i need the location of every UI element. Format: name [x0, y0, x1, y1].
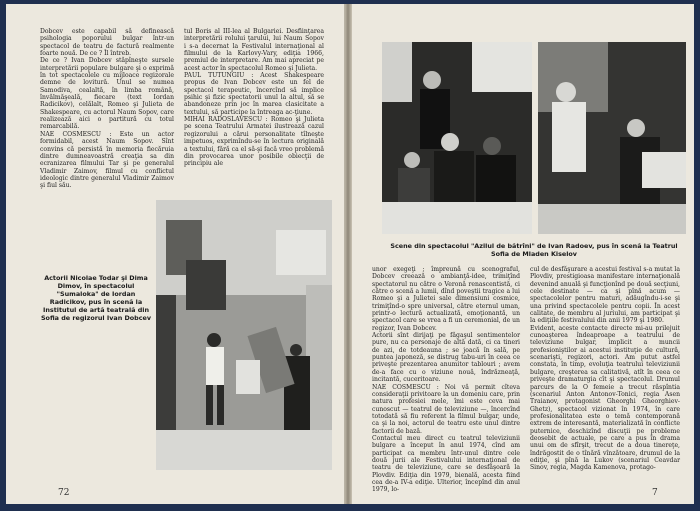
stage-scene-image — [156, 200, 332, 470]
stage-scene-image — [382, 42, 532, 234]
paragraph: De ce ? Ivan Dobcev stăpîneşte sursele interpretării populare bulgare şi o exprimă în tot spectacolele cu mijloace regizorale demne de lovitură. Unul se numea Samodiva, cealaltă, în limba română, învălmăşeală, fiecare (text Iordan Radicikov), celălalt, Romeo şi Julieta de Shakespeare, cu actorul Naum Sopov, care realizează aici o partitură cu totul remarcabilă. — [40, 57, 174, 131]
theatre-photo-azilul-2 — [538, 42, 686, 234]
page-number-right: 7 — [652, 488, 658, 498]
left-page — [6, 4, 345, 504]
right-photo-caption: Scene din spectacolul "Azilul de bătrîni" de Ivan Radoev, pus în scenă la Teatrul Sofia de Mladen Kiselov — [390, 242, 678, 259]
left-photo-caption: Actorii Nicolae Todar şi Dima Dimov, în spectacolul "Sumaloka" de Iordan Radicikov, pus în scenă la Institutul de artă teatrală din Sofia de regizorul Ivan Dobcev — [40, 274, 152, 323]
paragraph: Dobcev este capabil să definească psihologia poporului bulgar într-un spectacol de teatru de factură realmente foarte nouă. De ce ? Îl întreb. — [40, 28, 174, 58]
paragraph: Evident, aceste contacte directe mi-au prilejuit cunoaşterea îndeaproape a teatrului de televiziune bulgar, implicit a muncii profesioniştilor ai acestui instituţie de cultură, scenarişti, regizori, actori. Am putut astfel constata, în timp, evoluţia teatrului televiziunii bulgare, creşterea sa calitativă, atît în ceea ce priveşte dramaturgia cît şi spectacolul. Drumul parcurs de la O femeie a trecut răspîntia (scenariul Anton Antonov-Tonici, regia Asen Traianov, protagonist Gheorghi Gheorghiev-Ghetz), spectacol vizionat în 1974, în care profesionalitatea este o temă contemporană extrem de interesantă, materializată în conflicte puternice, deschizînd discuţii pe probleme deosebit de actuale, pe care a pus în drama unui om de sfîrşit, trecut de a doua tinereţe, îndrăgostit de o tînără vînzătoare, drumul de la ediţie, şi pînă la Lukov (scenariul Ceavdar Sinov, regia, Magda Kamenova, protago- — [530, 324, 680, 472]
paragraph: MIHAI RADOSLAVESCU : Romeo şi Julieta pe scena Teatrului Armatei ilustrează cazul regizorului a cărui personalitate tîlneşte impetuos, exprimîndu-se în lectura originală a textului, fără ca el să-şi facă vreo problemă din provocarea unor posibile obiecţii de principiu ale — [184, 116, 324, 168]
paragraph: cul de desfăşurare a acestui festival s-a mutat la Plovdiv, prestigioasa manifestare internaţională devenind anuală şi funcţionînd pe două secţiuni, cele destinate — ca şi pînă acum — spectacolelor pentru maturi, adăugîndu-i-se şi una privind spectacolele pentru copii. În acest calitate, de membru al juriului, am participat şi la ediţiile festivalului din anii 1979 şi 1980. — [530, 266, 680, 325]
paragraph: NAE COSMESCU : Este un actor formidabil, acest Naum Sopov. Sînt convins că persistă în memoria fiecăruia dintre dumneavoastră creaţia sa din ecranizarea filmului Tar şi pe generalul Vladimir Zaimov, filmul cu conflictul ideologic dintre generalul Vladimir Zaimov şi fiul său. — [40, 130, 174, 190]
right-page-column-1 — [372, 266, 520, 494]
right-page — [352, 4, 694, 504]
page-number-left: 72 — [58, 488, 70, 498]
right-page-column-2 — [530, 266, 680, 472]
theatre-photo-azilul-1 — [382, 42, 532, 234]
paragraph: tul Boris al III-lea al Bulgariei. Desfiinţarea interpretării rolului ţarului, lui Naum Sopov i s-a decernat la Festivalul internaţional al filmului de la Karlovy-Vary, ediţia 1966, premiul de interpretare. Am mai apreciat pe acest actor în spectacolul Romeo şi Julieta. — [184, 28, 324, 72]
theatre-photo-sumaloka — [156, 200, 332, 470]
paragraph: Actorii sînt dirijaţi pe făgaşul sentimentelor pure, nu ca personaje de altă dată, ci ca tineri de azi, de totdeauna ; se joacă în sală, pe puntea japoneză, se distrug tabu-uri în ceea ce priveşte prezentarea anumitor tablouri ; avem de-a face cu o viziune nouă, îndrăzneaţă, incitantă, cuceritoare. — [372, 332, 520, 384]
paragraph: unor exegeţi ; împreună cu scenograful, Dobcev creează o ambianţă-idee, trimiţînd spectatorul nu către o Veronă renascentistă, ci către o scenă a lumii, dînd poveştii tragice a lui Romeo şi a Julietei sale dimensiuni cosmice, trimiţînd-o spre universal, către eternul uman, printr-o lectură actualizată, emoţionantă, un spectacol care se vrea a fi un ceremonial, de un regizor, Ivan Dobcev. — [372, 266, 520, 332]
left-page-column-2 — [184, 28, 324, 168]
paragraph: Contactul meu direct cu teatrul televiziunii bulgare a început în anul 1974, cînd am participat ca membru într-unul dintre cele două jurii ale Festivalului internaţional de teatru de televiziune, care se desfăşoară la Plovdiv. Ediţia din 1979, bienală, acesta fiind cea de-a IV-a ediţie. Ulterior, începînd din anul 1979, lo- — [372, 434, 520, 494]
stage-scene-image — [538, 42, 686, 234]
paragraph: PAUL TUTUNGIU : Acest Shakespeare propus de Ivan Dobcev este un fel de spectacol terapeutic, încercînd să implice psihic şi fizic spectatorii unul la altul, să se abandoneze prin joc în marea clasicitate a textului, să participe la întreaga ac-ţiune. — [184, 72, 324, 116]
left-page-column-1 — [40, 28, 174, 190]
book-gutter — [344, 4, 352, 504]
paragraph: NAE COSMESCU : Noi vă permit cîteva consideraţii privitoare la un domeniu care, prin natura profesiei mele, îmi este ceva mai cunoscut — teatrul de televiziune —, încercînd totodată să fiu referent la filmul bulgar, unde, ca şi la noi, actorul de teatru este unul dintre factorii de bază. — [372, 383, 520, 435]
